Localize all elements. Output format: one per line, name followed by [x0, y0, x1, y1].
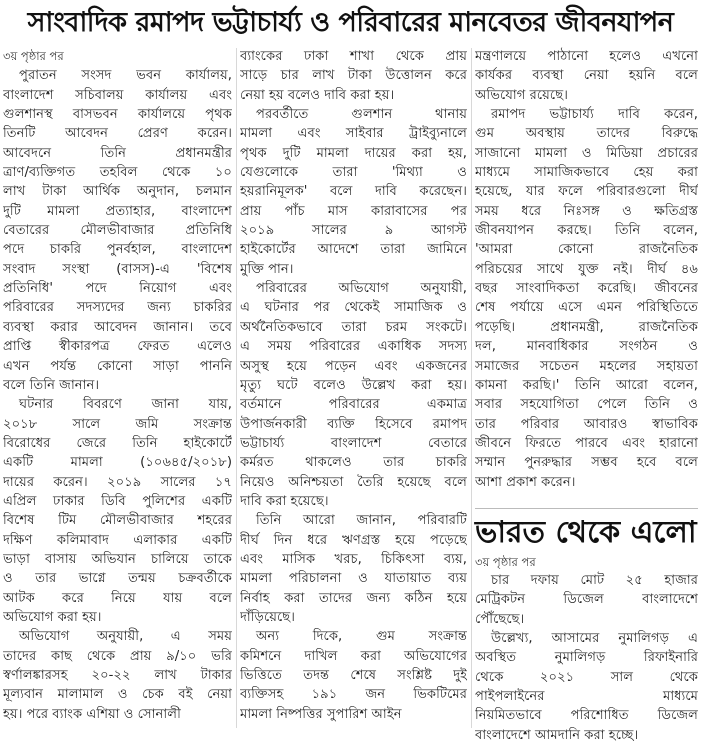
- body-text-line: মুক্তি পান।: [240, 261, 294, 277]
- body-text-line: পদে চাকরি পুনর্বহাল, বাংলাদেশ: [3, 242, 232, 258]
- column-divider: [471, 48, 472, 728]
- body-text-line: বাংলাদেশ সচিবালয় কার্যালয় এবং: [3, 87, 232, 103]
- body-text-line: দুটি মামলা প্রত্যাহার, বাংলাদেশ: [3, 203, 232, 219]
- body-text-line: পাইপলাইনের মাধ্যমে: [475, 688, 698, 704]
- body-text-line: বাংলাদেশে আমদানি করা হচ্ছে।: [475, 727, 639, 743]
- body-text-line: মূল্যবান মালামাল ও চেক বই নেয়া: [3, 687, 232, 703]
- body-text-line: সংবাদ সংস্থা (বাসস)-এ 'বিশেষ: [3, 261, 232, 277]
- body-text-line: রমাপদ ভট্টাচার্য্য দাবি করেন,: [491, 107, 698, 123]
- second-article-continued-label: ৩য় পৃষ্ঠার পর: [475, 554, 536, 569]
- body-text-line: পরবর্তীতে গুলশান থানায়: [256, 107, 467, 123]
- body-text-line: হয়। পরে ব্যাংক এশিয়া ও সোনালী: [3, 706, 181, 722]
- body-text-line: বিশেষ টিম মৌলভীবাজার শহরের: [3, 513, 232, 529]
- body-text-line: পরিবারের অভিযোগ অনুযায়ী,: [256, 281, 467, 297]
- body-text-line: দাবি করা হয়েছে।: [240, 493, 329, 509]
- body-text-line: নেয়া হয় বলেও দাবি করা হয়।: [240, 87, 395, 103]
- article-column-2: [240, 47, 467, 724]
- body-text-line: এবং মাসিক খরচ, চিকিৎসা ব্যয়,: [240, 551, 467, 567]
- body-text-line: সাজানো মামলা ও মিডিয়া প্রচারের: [475, 145, 698, 161]
- article-column-1: [3, 47, 232, 724]
- body-text-line: দায়ের করেন। ২০১৯ সালের ১৭: [3, 474, 232, 490]
- body-text-line: পড়েছি। প্রধানমন্ত্রী, রাজনৈতিক: [475, 319, 698, 335]
- body-text-line: অভিযোগ অনুযায়ী, এ সময়: [19, 629, 232, 645]
- body-text-line: ব্যক্তিসহ ১৯১ জন ভিকটিমের: [240, 687, 467, 703]
- body-text-line: 'আমরা কোনো রাজনৈতিক: [475, 242, 698, 258]
- body-text-line: প্রতিনিধি' পদে নিয়োগ এবং: [3, 281, 232, 297]
- body-text-line: চার দফায় মোট ২৫ হাজার: [491, 572, 698, 588]
- body-text-line: এ সময় পরিবারের একাধিক সদস্য: [240, 339, 467, 355]
- body-text-line: মন্ত্রণালয়ে পাঠানো হলেও এখনো: [475, 49, 698, 64]
- body-text-line: তিনটি আবেদন প্রেরণ করেন।: [3, 126, 232, 142]
- body-text-line: অন্য দিকে, গুম সংক্রান্ত: [256, 629, 467, 645]
- body-text-line: কামনা করছি।' তিনি আরো বলেন,: [475, 377, 698, 393]
- body-text-line: আশা প্রকাশ করেন।: [475, 474, 576, 490]
- body-text-line: সময় ধরে নিঃসঙ্গ ও ক্ষতিগ্রস্ত: [475, 203, 698, 219]
- body-text-line: প্রায় পাঁচ মাস কারাবাসের পর: [240, 203, 467, 219]
- body-text-line: আটক করে নিয়ে যায় বলে: [3, 590, 232, 606]
- body-text-line: সম্মান পুনরুদ্ধার সম্ভব হবে বলে: [475, 455, 698, 471]
- body-text-line: কর্মরত থাকলেও তার চাকরি: [240, 455, 467, 471]
- continued-from-label: ৩য় পৃষ্ঠার পর: [3, 49, 64, 63]
- body-text-line: পৃথক দুটি মামলা দায়ের করা হয়,: [240, 145, 467, 161]
- body-text-line: পুরাতন সংসদ ভবন কার্যালয়,: [19, 68, 232, 84]
- body-text-line: বলে তিনি জানান।: [3, 377, 100, 393]
- body-text-line: আবেদনে তিনি প্রধানমন্ত্রীর: [3, 145, 232, 161]
- body-text-line: এখন পর্যন্ত কোনো সাড়া পাননি: [3, 358, 232, 374]
- body-text-line: কমিশনে দাখিল করা অভিযোগের: [240, 648, 467, 664]
- body-text-line: ঘটনার বিবরণে জানা যায়,: [19, 397, 232, 413]
- body-text-line: যেগুলোকে তারা 'মিথ্যা ও: [240, 165, 467, 181]
- body-text-line: সবার সহযোগিতা পেলে তিনি ও: [475, 397, 698, 413]
- body-text-line: নির্বাহ করা তাদের জন্য কঠিন হয়ে: [240, 590, 467, 606]
- body-text-line: এ ঘটনার পর থেকেই সামাজিক ও: [240, 300, 467, 316]
- body-text-line: উল্লেখ্য, আসামের নুমালিগড় এ: [491, 630, 698, 646]
- article-column-3: [475, 47, 698, 745]
- body-text-line: বেতারের মৌলভীবাজার প্রতিনিধি: [3, 223, 232, 239]
- body-text-line: নিয়মিতভাবে পরিশোধিত ডিজেল: [475, 708, 698, 724]
- body-text-line: ২০১৯ সালের ৯ আগস্ট: [240, 223, 467, 239]
- body-text-line: সমাজের সচেতন মহলের সহায়তা: [475, 358, 698, 374]
- body-text-line: তার পরিবার আবারও স্বাভাবিক: [475, 416, 698, 432]
- body-text-line: হয়েছে, যার ফলে পরিবারগুলো দীর্ঘ: [475, 184, 698, 200]
- body-text-line: দক্ষিণ কলিমাবাদ এলাকার একটি: [3, 532, 232, 548]
- body-text-line: মামলা এবং সাইবার ট্রাইব্যুনালে: [240, 126, 467, 142]
- body-text-line: ব্যবস্থা করার আবেদন জানান। তবে: [3, 319, 232, 335]
- body-text-line: স্বর্ণালঙ্কারসহ ২০-২২ লাখ টাকার: [3, 668, 232, 683]
- body-text-line: থেকে ২০২১ সাল থেকে: [475, 669, 698, 685]
- body-text-line: সাড়ে চার লাখ টাকা উত্তোলন করে: [240, 68, 467, 84]
- body-text-line: এপ্রিল ঢাকার ডিবি পুলিশের একটি: [3, 493, 232, 509]
- body-text-line: অসুস্থ হয়ে পড়েন এবং একজনের: [240, 358, 467, 374]
- body-text-line: হয়রানিমূলক' বলে দাবি করেছেন।: [240, 184, 467, 200]
- body-text-line: গুলশানস্থ বাসভবন কার্যালয়ে পৃথক: [3, 107, 232, 123]
- body-text-line: ভিত্তিতে তদন্ত শেষে সংশ্লিষ্ট দুই: [240, 668, 467, 683]
- body-text-line: অর্থনৈতিকভাবে তারা চরম সংকটে।: [240, 319, 467, 335]
- second-article-headline: ভারত থেকে এলো: [475, 508, 698, 553]
- body-text-line: ও তার ভাগ্নে তন্ময় চক্রবর্তীকে: [3, 571, 232, 587]
- body-text-line: শেষ পর্যায়ে এসে এমন পরিস্থিতিতে: [475, 300, 698, 316]
- body-text-line: পৌঁছেছে।: [475, 611, 525, 627]
- body-text-line: মামলা পরিচালনা ও যাতায়াত ব্যয়: [240, 571, 467, 587]
- body-text-line: মাধ্যমে সামাজিকভাবে হেয় করা: [475, 165, 698, 181]
- body-text-line: বিরোধের জেরে তিনি হাইকোর্টে: [3, 435, 232, 451]
- body-text-line: কার্যকর ব্যবস্থা নেয়া হয়নি বলে: [475, 68, 698, 84]
- body-text-line: তাদের কাছ থেকে প্রায় ৯/১০ ভরি: [3, 648, 232, 664]
- body-text-line: পরিবারের সদস্যদের জন্য চাকরির: [3, 300, 232, 316]
- body-text-line: মামলা নিষ্পত্তির সুপারিশ আইন: [240, 706, 402, 722]
- body-text-line: ত্রাণ/ব্যক্তিগত তহবিল থেকে ১০: [3, 165, 232, 181]
- body-text-line: একটি মামলা (১০৬৪৫/২০১৮): [3, 455, 232, 471]
- body-text-line: দীর্ঘ দিন ধরে ঋণগ্রস্ত হয়ে পড়েছে: [240, 532, 467, 548]
- body-text-line: দল, মানবাধিকার সংগঠন ও: [475, 339, 698, 355]
- body-text-line: বর্তমানে পরিবারের একমাত্র: [240, 397, 467, 413]
- body-text-line: গুম অবস্থায় তাদের বিরুদ্ধে: [475, 126, 698, 142]
- body-text-line: ভট্টাচার্য্য বাংলাদেশ বেতারে: [240, 435, 467, 451]
- body-text-line: পরিচয়ের সাথে যুক্ত নই। দীর্ঘ ৪৬: [475, 261, 698, 277]
- body-text-line: মৃত্যু ঘটে বলেও উল্লেখ করা হয়।: [240, 377, 467, 393]
- body-text-line: ২০১৮ সালে জমি সংক্রান্ত: [3, 416, 232, 432]
- body-text-line: বছর সাংবাদিকতা করেছি। জীবনের: [475, 281, 698, 297]
- column-divider: [236, 48, 237, 728]
- body-text-line: জীবনযাপন করছে। তিনি বলেন,: [475, 223, 698, 239]
- body-text-line: অভিযোগ রয়েছে।: [475, 87, 568, 103]
- body-text-line: দাঁড়িয়েছে।: [240, 609, 296, 625]
- body-text-line: ভাড়া বাসায় অভিযান চালিয়ে তাকে: [3, 551, 232, 567]
- body-text-line: মেট্রিকটন ডিজেল বাংলাদেশে: [475, 592, 698, 608]
- article-headline: সাংবাদিক রমাপদ ভট্টাচার্য্য ও পরিবারের মানবেতর জীবনযাপন: [27, 7, 674, 38]
- body-text-line: অভিযোগ করা হয়।: [3, 609, 102, 625]
- body-text-line: জীবনে ফিরতে পারবে এবং হারানো: [475, 435, 698, 451]
- body-text-line: প্রাপ্তি স্বীকারপত্র ফেরত এলেও: [3, 339, 232, 355]
- body-text-line: অবস্থিত নুমালিগড় রিফাইনারি: [475, 650, 698, 666]
- body-text-line: উপার্জনকারী ব্যক্তি হিসেবে রমাপদ: [240, 416, 467, 432]
- body-text-line: ব্যাংকের ঢাকা শাখা থেকে প্রায়: [240, 49, 467, 64]
- body-text-line: নিয়েও অনিশ্চয়তা তৈরি হয়েছে বলে: [240, 474, 467, 490]
- body-text-line: হাইকোর্টের আদেশে তারা জামিনে: [240, 242, 467, 258]
- body-text-line: লাখ টাকা আর্থিক অনুদান, চলমান: [3, 184, 232, 200]
- body-text-line: তিনি আরো জানান, পরিবারটি: [256, 513, 467, 529]
